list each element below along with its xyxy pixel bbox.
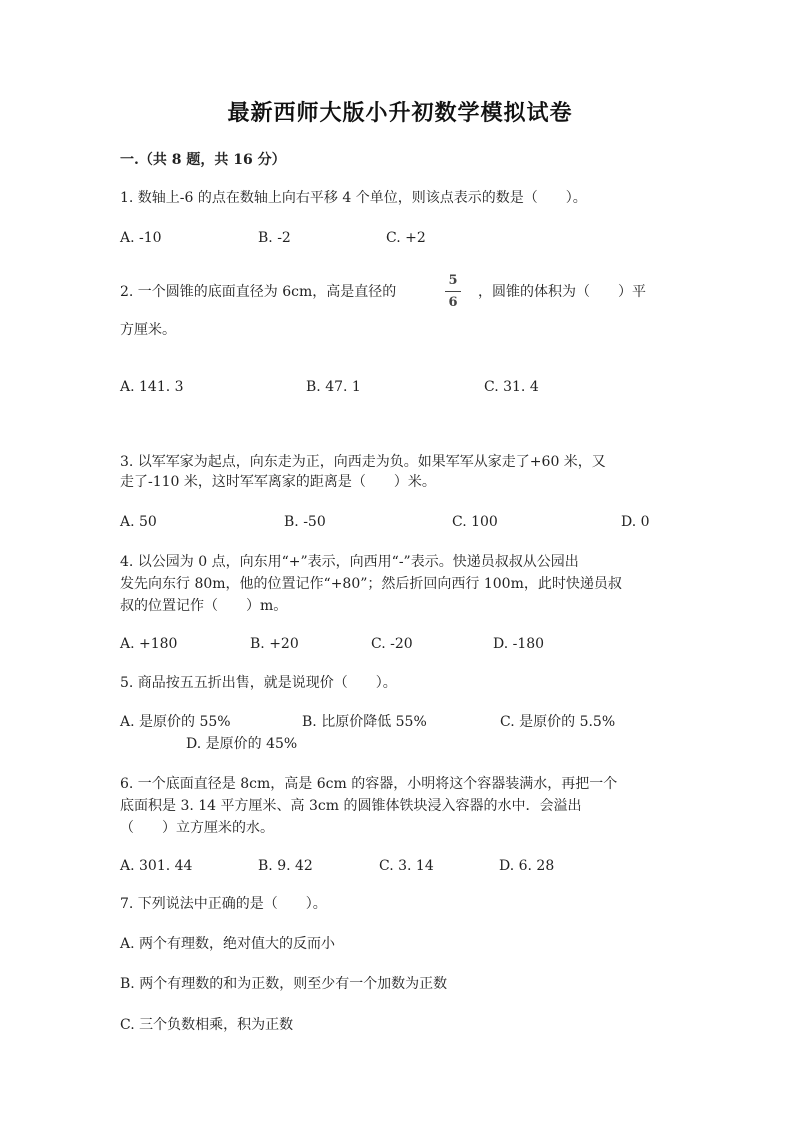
question-4-line3: 叔的位置记作（ ）m。 — [120, 598, 288, 614]
q7-option-b[interactable]: B. 两个有理数的和为正数，则至少有一个加数为正数 — [120, 976, 448, 992]
question-4-line2: 发先向东行 80m，他的位置记作“+80”；然后折回向西行 100m，此时快递员叔 — [120, 576, 622, 592]
q4-option-a[interactable]: A. +180 — [120, 636, 178, 652]
question-3-line1: 3. 以军军家为起点，向东走为正，向西走为负。如果军军从家走了+60 米，又 — [120, 454, 606, 470]
question-2-text-after: ，圆锥的体积为（ ）平 — [478, 284, 646, 300]
q7-option-a[interactable]: A. 两个有理数，绝对值大的反而小 — [120, 936, 336, 952]
question-3-line2: 走了-110 米，这时军军离家的距离是（ ）米。 — [120, 474, 436, 490]
q3-option-d[interactable]: D. 0 — [621, 514, 650, 530]
fraction-numerator: 5 — [448, 273, 458, 288]
q4-option-c[interactable]: C. -20 — [371, 636, 413, 652]
question-4-line1: 4. 以公园为 0 点，向东用“+”表示，向西用“-”表示。快递员叔叔从公园出 — [120, 554, 579, 570]
question-6-line3: （ ）立方厘米的水。 — [120, 820, 274, 836]
page-title: 最新西师大版小升初数学模拟试卷 — [227, 100, 573, 126]
q6-option-d[interactable]: D. 6. 28 — [499, 858, 555, 874]
question-5-text: 5. 商品按五五折出售，就是说现价（ ）。 — [120, 675, 397, 691]
q1-option-a[interactable]: A. -10 — [120, 230, 162, 246]
q2-option-b[interactable]: B. 47. 1 — [306, 379, 361, 395]
q6-option-a[interactable]: A. 301. 44 — [120, 858, 193, 874]
q1-option-c[interactable]: C. +2 — [386, 230, 426, 246]
q2-option-c[interactable]: C. 31. 4 — [484, 379, 539, 395]
q4-option-d[interactable]: D. -180 — [493, 636, 545, 652]
q5-option-a[interactable]: A. 是原价的 55% — [120, 714, 231, 730]
q7-option-c[interactable]: C. 三个负数相乘，积为正数 — [120, 1017, 294, 1033]
q2-option-a[interactable]: A. 141. 3 — [120, 379, 184, 395]
q4-option-b[interactable]: B. +20 — [250, 636, 299, 652]
section-heading: 一.（共 8 题，共 16 分） — [120, 152, 286, 168]
question-2-text: 2. 一个圆锥的底面直径为 6cm，高是直径的 — [120, 284, 397, 300]
q3-option-c[interactable]: C. 100 — [452, 514, 498, 530]
fraction-bar — [445, 291, 461, 292]
question-1-text: 1. 数轴上-6 的点在数轴上向右平移 4 个单位，则该点表示的数是（ ）。 — [120, 190, 587, 206]
question-2-line2: 方厘米。 — [120, 322, 176, 338]
q5-option-c[interactable]: C. 是原价的 5.5% — [500, 714, 616, 730]
q1-option-b[interactable]: B. -2 — [258, 230, 291, 246]
fraction-five-sixths — [445, 272, 461, 311]
q6-option-c[interactable]: C. 3. 14 — [379, 858, 434, 874]
question-7-text: 7. 下列说法中正确的是（ ）。 — [120, 896, 327, 912]
q6-option-b[interactable]: B. 9. 42 — [258, 858, 313, 874]
fraction-denominator: 6 — [448, 295, 458, 310]
q3-option-b[interactable]: B. -50 — [284, 514, 326, 530]
q3-option-a[interactable]: A. 50 — [120, 514, 157, 530]
q5-option-b[interactable]: B. 比原价降低 55% — [302, 714, 427, 730]
question-6-line1: 6. 一个底面直径是 8cm，高是 6cm 的容器，小明将这个容器装满水，再把一个 — [120, 776, 618, 792]
q5-option-d[interactable]: D. 是原价的 45% — [186, 736, 298, 752]
question-6-line2: 底面积是 3. 14 平方厘米、高 3cm 的圆锥体铁块浸入容器的水中．会溢出 — [120, 798, 582, 814]
